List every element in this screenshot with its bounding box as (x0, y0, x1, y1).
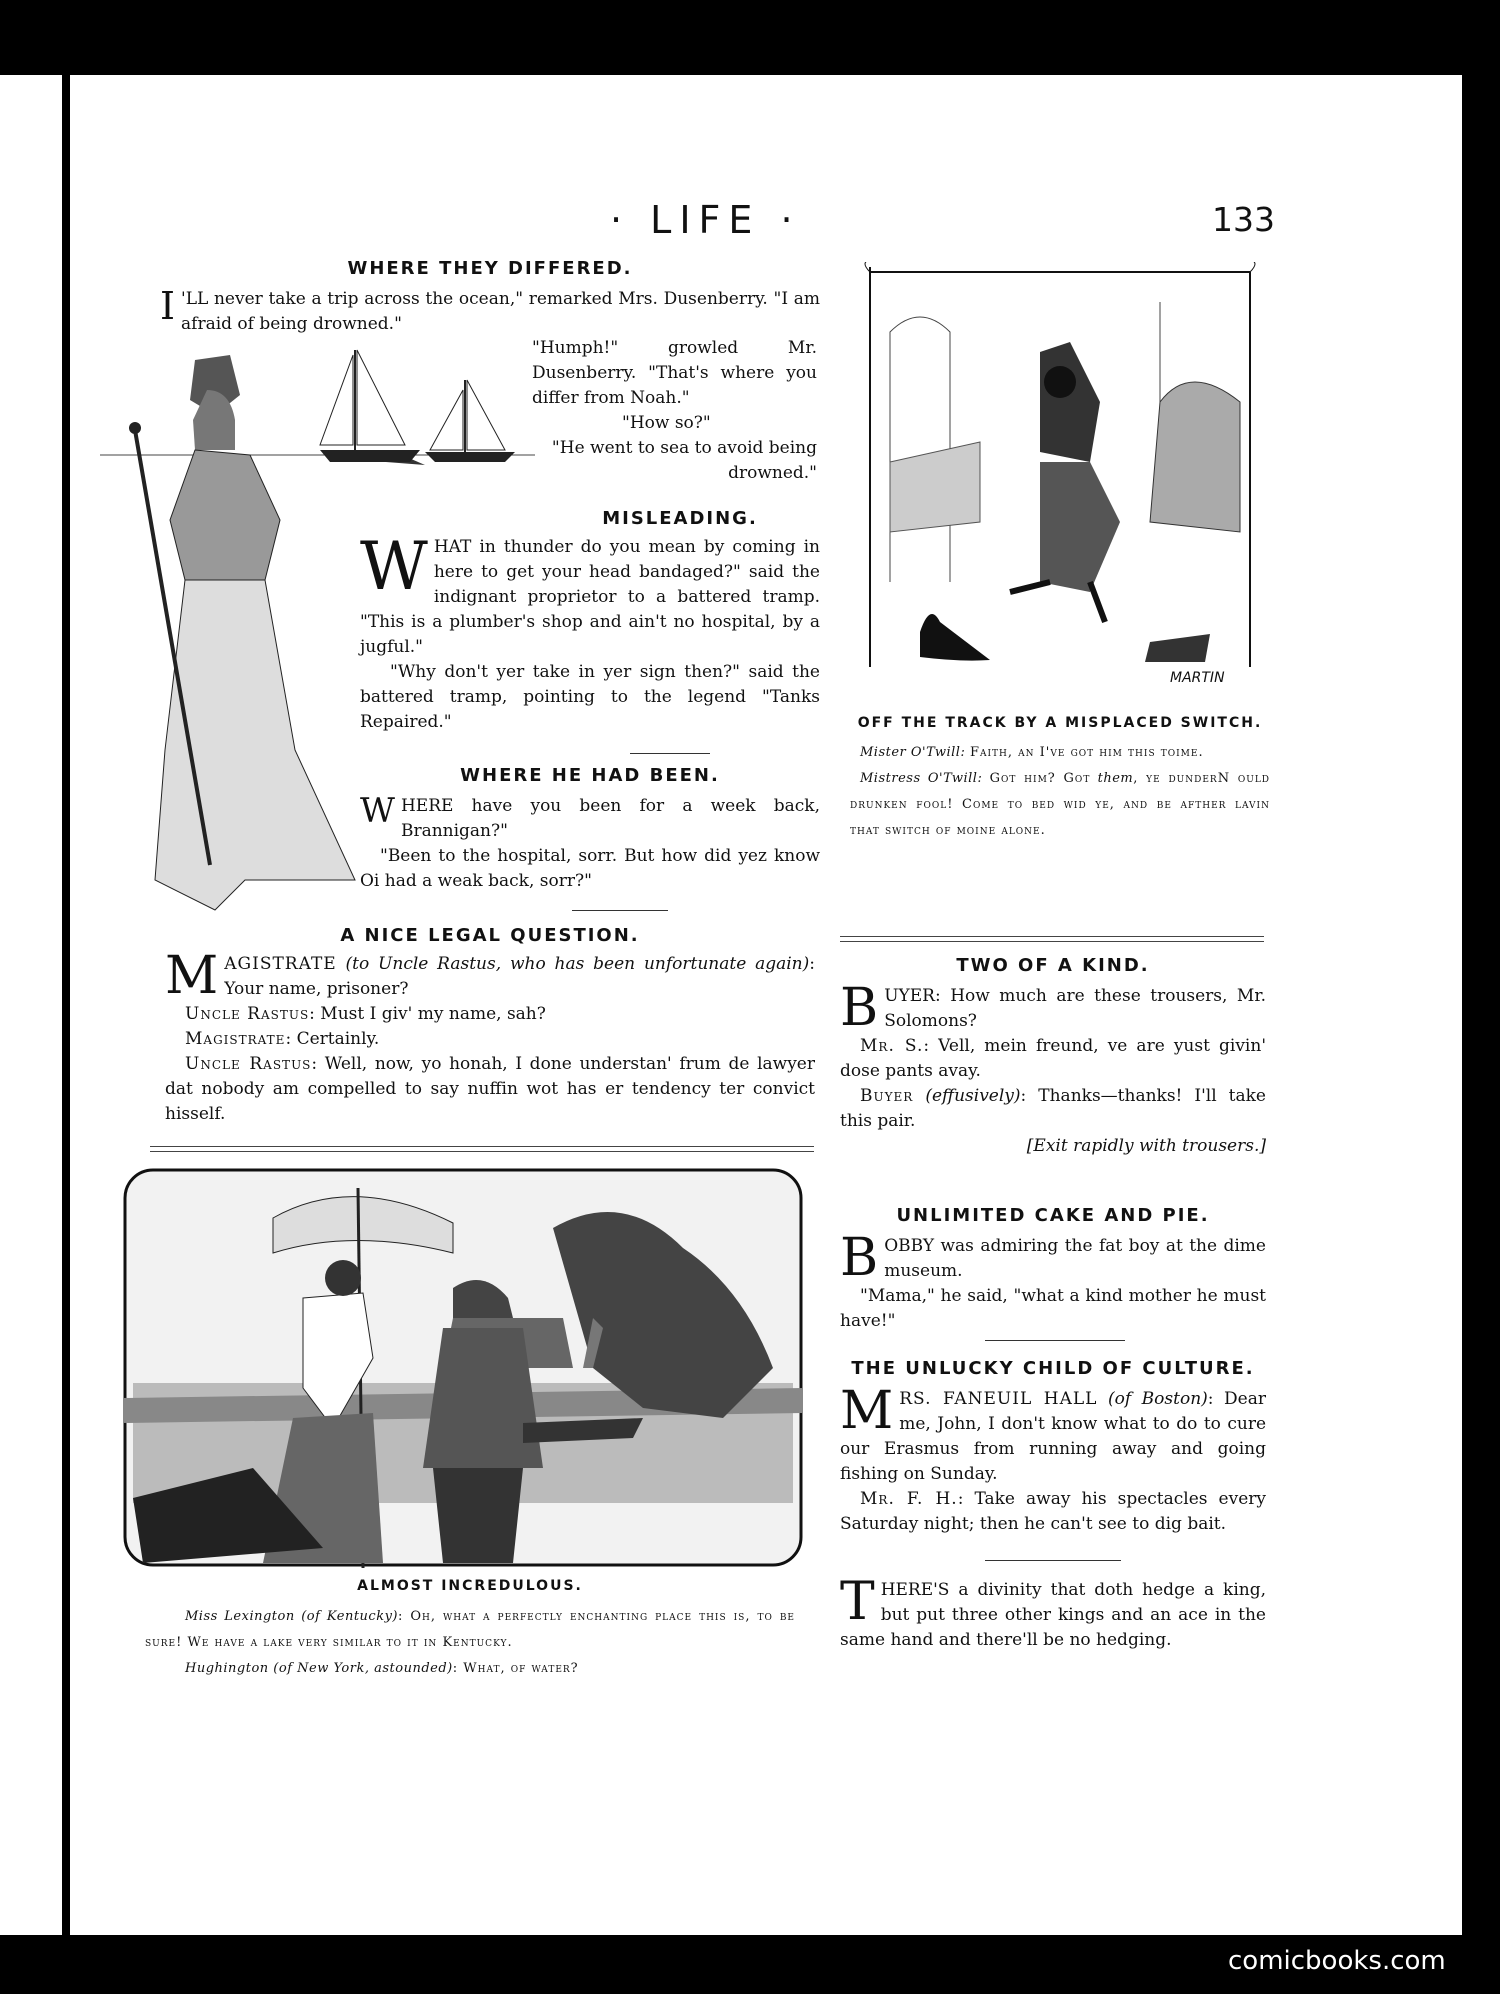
speaker: Mistress O'Twill: (860, 771, 983, 786)
divider (985, 1340, 1125, 1341)
caption-title: ALMOST INCREDULOUS. (357, 1578, 583, 1594)
off-the-track-caption (850, 712, 1270, 844)
emphasis: them (1097, 771, 1134, 786)
story-unlucky-child (840, 1358, 1266, 1537)
stage-direction: (effusively) (925, 1086, 1021, 1106)
drop-cap: W (360, 791, 395, 831)
drop-cap: W (360, 528, 428, 605)
drop-cap: I (160, 284, 176, 328)
paragraph: HERE have you been for a week back, Brannigan?" (400, 796, 820, 841)
dialogue: : Certainly. (285, 1029, 380, 1049)
speaker: Mr. F. H. (860, 1489, 958, 1509)
story-where-they-differed-cont (532, 336, 817, 486)
page-number: 133 (1212, 200, 1275, 239)
page-gutter (62, 75, 70, 1935)
speaker: Hughington (of New York, astounded) (185, 1661, 453, 1676)
dialogue: , ye dunderN ould drunken fool! Come to bed wid ye, and be afther lavin that switch of moine alone. (850, 771, 1271, 838)
dialogue: : Well, now, yo honah, I done understan' frum de lawyer dat nobody am compelled to say nuffin wot has er tendency ter convict hisself. (165, 1054, 815, 1124)
dialogue: : Vell, mein freund, ve are yust givin' dose pants avay. (840, 1036, 1266, 1081)
speaker: Buyer (860, 1086, 914, 1106)
dialogue: : Must I giv' my name, sah? (309, 1004, 546, 1024)
dialogue: : What, of water? (452, 1661, 579, 1676)
drop-cap: T (840, 1572, 875, 1632)
paragraph: "Been to the hospital, sorr. But how did yez know Oi had a weak back, sorr?" (360, 846, 820, 891)
paragraph: HERE'S a divinity that doth hedge a king, but put three other kings and an ace in the same hand and there'll be no hedging. (840, 1580, 1266, 1650)
dialogue: Faith, an I've got him this toime. (969, 745, 1204, 760)
double-divider (840, 936, 1264, 942)
lake-scene-caption (145, 1578, 795, 1682)
paragraph: "Mama," he said, "what a kind mother he must have!" (840, 1286, 1266, 1331)
speaker: Magistrate (185, 1029, 286, 1049)
paragraph: OBBY was admiring the fat boy at the dime museum. (884, 1236, 1266, 1281)
story-title: UNLIMITED CAKE AND PIE. (896, 1205, 1210, 1226)
dialogue: Got him? Got (989, 771, 1091, 786)
story-title: WHERE HE HAD BEEN. (460, 765, 720, 786)
story-where-he-had-been (360, 765, 820, 894)
speaker: Miss Lexington (of Kentucky) (185, 1609, 398, 1624)
story-misleading (360, 508, 820, 735)
story-title: A NICE LEGAL QUESTION. (340, 925, 640, 946)
dialogue: : Oh, what a perfectly enchanting place this is, to be sure! We have a lake very similar to it in Kentucky. (145, 1609, 796, 1650)
speaker: Mr. S. (860, 1036, 924, 1056)
facing-page-edge (0, 75, 62, 1935)
stage-direction: (to Uncle Rastus, who has been unfortunate again) (345, 954, 810, 974)
lake-scene-illustration (123, 1168, 803, 1568)
story-title: MISLEADING. (602, 508, 758, 529)
speaker: AGISTRATE (224, 954, 337, 974)
drop-cap: B (840, 978, 879, 1038)
caption-title: OFF THE TRACK BY A MISPLACED SWITCH. (857, 715, 1263, 731)
divider (630, 753, 710, 754)
dialogue: : Take away his spectacles every Saturday night; then he can't see to dig bait. (840, 1489, 1267, 1534)
story-title: THE UNLUCKY CHILD OF CULTURE. (851, 1358, 1255, 1379)
story-legal-question (165, 925, 815, 1127)
drop-cap: B (840, 1228, 879, 1288)
drop-cap: M (165, 946, 219, 1006)
double-divider (150, 1146, 814, 1152)
speaker: Mister O'Twill: (860, 745, 966, 760)
paragraph: "Why don't yer take in yer sign then?" said the battered tramp, pointing to the legend "Tanks Repaired." (360, 662, 820, 732)
drop-cap: M (840, 1381, 894, 1441)
stage-direction: [Exit rapidly with trousers.] (1026, 1136, 1266, 1156)
paragraph: UYER: How much are these trousers, Mr. Solomons? (884, 986, 1266, 1031)
story-two-of-a-kind (840, 955, 1266, 1159)
paragraph: HAT in thunder do you mean by coming in here to get your head bandaged?" said the indignant proprietor to a battered tramp. "This is a plumber's shop and ain't no hospital, by a jugful." (360, 537, 820, 657)
dialogue: : Your name, prisoner? (224, 954, 815, 999)
story-title: WHERE THEY DIFFERED. (347, 258, 633, 279)
speaker: RS. FANEUIL HALL (899, 1389, 1098, 1409)
speaker: Uncle Rastus (185, 1004, 310, 1024)
story-divinity (840, 1572, 1266, 1653)
paragraph: 'LL never take a trip across the ocean," remarked Mrs. Dusenberry. "I am afraid of being drowned." (181, 289, 820, 334)
paragraph: "How so?" (622, 413, 711, 433)
site-watermark: comicbooks.com (1228, 1946, 1446, 1976)
off-the-track-illustration (860, 262, 1260, 702)
stage-direction: (of Boston) (1107, 1389, 1208, 1409)
masthead: · LIFE · (610, 198, 801, 242)
illustrator-signature: MARTIN (1170, 670, 1225, 686)
divider (985, 1560, 1121, 1561)
paragraph: "Humph!" growled Mr. Dusenberry. "That's where you differ from Noah." (532, 338, 817, 408)
speaker: Uncle Rastus (185, 1054, 312, 1074)
divider (572, 910, 668, 911)
dialogue: : Thanks—thanks! I'll take this pair. (840, 1086, 1266, 1131)
paragraph: "He went to sea to avoid being drowned." (551, 438, 817, 483)
story-cake-and-pie (840, 1205, 1266, 1334)
story-title: TWO OF A KIND. (956, 955, 1150, 976)
dialogue: : Dear me, John, I don't know what to do to cure our Erasmus from running away and going fishing on Sunday. (840, 1389, 1266, 1484)
